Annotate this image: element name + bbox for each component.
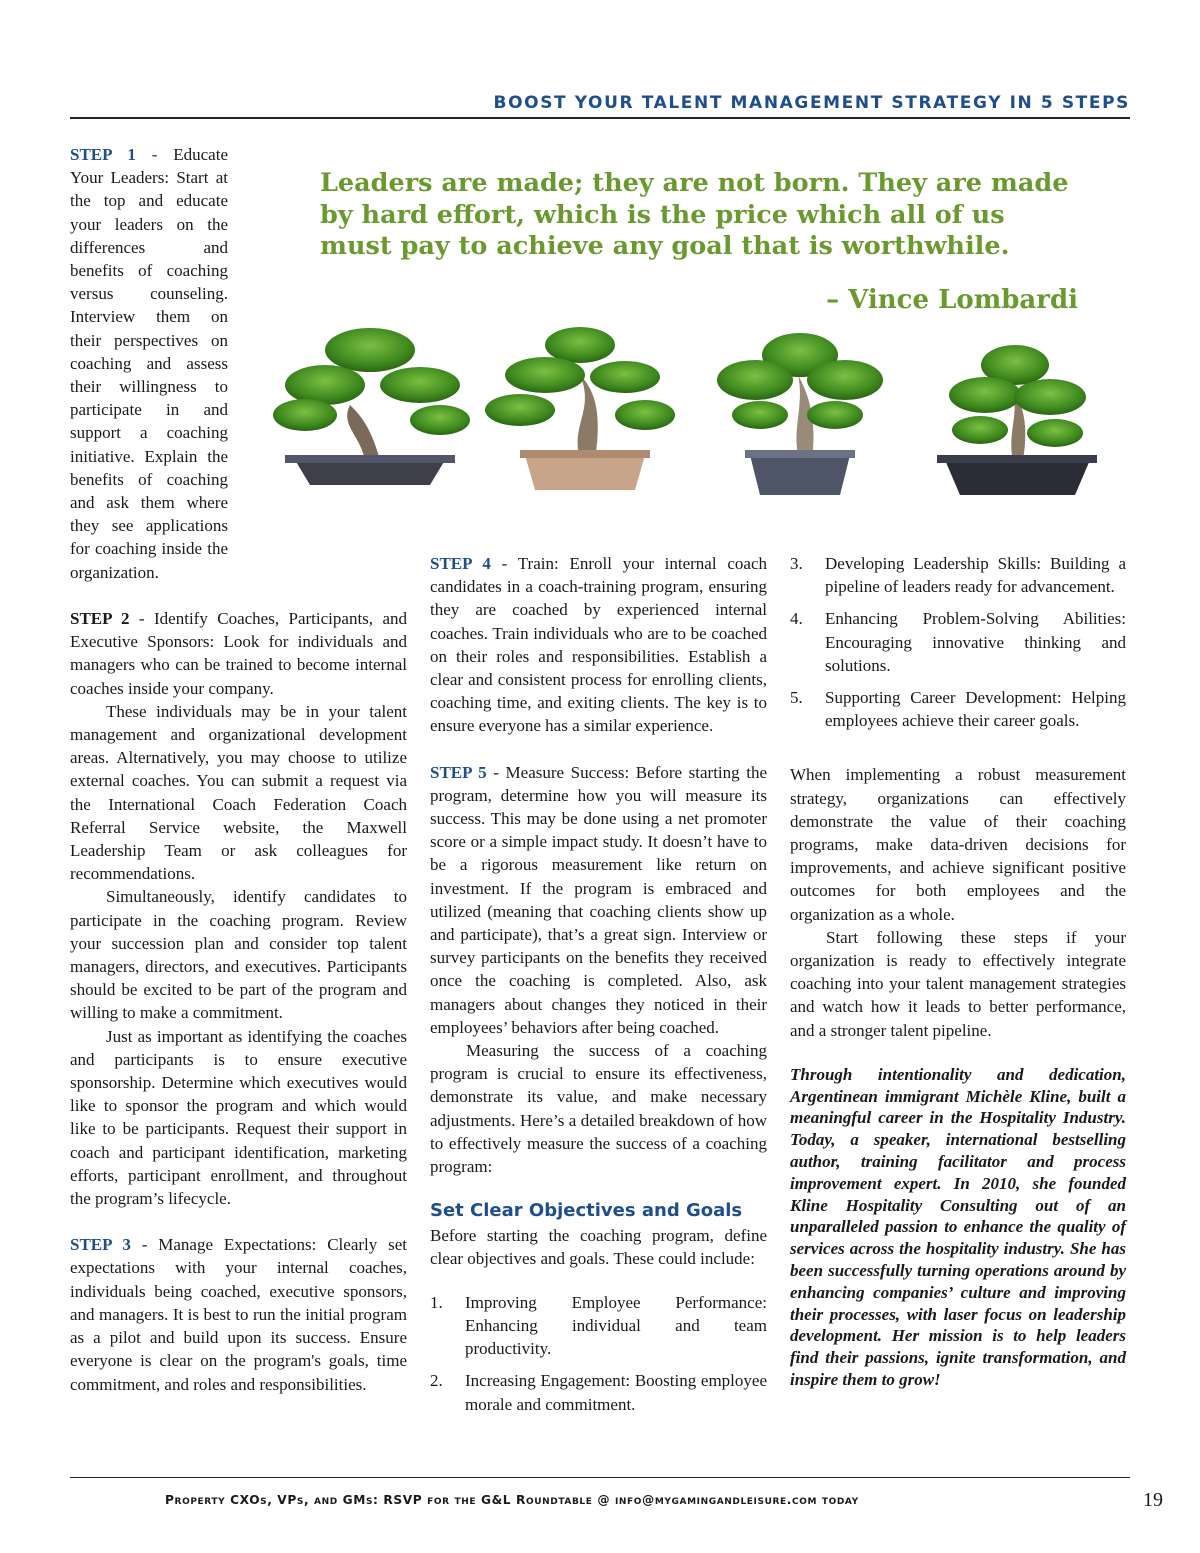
steps-4-5-section <box>430 552 767 1425</box>
step-4-label: STEP 4 <box>430 554 491 573</box>
bonsai-tree-2 <box>485 327 675 490</box>
step-2-label: STEP 2 <box>70 609 130 628</box>
objectives-intro: Before starting the coaching program, define clear objectives and goals. These could include: <box>430 1226 767 1269</box>
author-bio: Through intentionality and dedication, Argentinean immigrant Michèle Kline, built a meaningful career in the Hospitality Industry. Today, a speaker, international bestselling author, training facilitator and process improvement expert. In 2010, she founded Kline Hospitality Consulting out of an unparalleled passion to enhance the quality of services across the hospitality industry. She has been successfully turning operations around by enhancing companies’ culture and improving their processes, with laser focus on leadership development. Her mission is to help leaders find their passions, ignite transformation, and inspire them to grow! <box>790 1064 1126 1390</box>
step-1-section <box>70 143 228 584</box>
objectives-list-part-1 <box>430 1291 767 1416</box>
list-item: 2. Increasing Engagement: Boosting employee morale and commitment. <box>430 1371 767 1414</box>
closing-paragraph-1: When implementing a robust measurement strategy, organizations can effectively demonstrate the value of their coaching programs, make data-driven decisions for improvements, and achieve significant positive outcomes for both employees and the organization as a whole. <box>790 765 1126 924</box>
step-2-paragraph-3: Simultaneously, identify candidates to participate in the coaching program. Review your succession plan and consider top talent managers, directors, and executives. Participants should be excited to be part of the program and willing to make a commitment. <box>70 887 407 1023</box>
list-item: 1. Improving Employee Performance: Enhancing individual and team productivity. <box>430 1292 767 1359</box>
closing-paragraph-2: Start following these steps if your organization is ready to effectively integrate coaching into your talent management strategies and watch how it leads to better performance, and a stronger talent pipeline. <box>790 927 1126 1040</box>
list-item: 4. Enhancing Problem-Solving Abilities: Encouraging innovative thinking and solutions. <box>790 609 1126 675</box>
list-item: 3. Developing Leadership Skills: Building a pipeline of leaders ready for advancement. <box>790 554 1126 597</box>
step-4-text: - Train: Enroll your internal coach candidates in a coach-training program, ensuring they are coached by experienced internal coaches. Train individuals who are to be coached on their roles and responsibilities. Establish a clear and consistent process for enrolling clients, coaching time, and exiting clients. The key is to ensure everyone has a similar experience. <box>430 554 767 736</box>
step-5-paragraph-2: Measuring the success of a coaching program is crucial to ensure its effectiveness, demonstrate its value, and make necessary adjustments. Here’s a detailed breakdown of how to effectively measure the success of a coaching program: <box>430 1041 767 1177</box>
objectives-heading: Set Clear Objectives and Goals <box>430 1200 743 1222</box>
bonsai-tree-4 <box>937 345 1097 495</box>
page-number: 19 <box>1143 1489 1163 1511</box>
step-2-text: - Identify Coaches, Participants, and Executive Sponsors: Look for individuals and managers who can be trained to become internal coaches inside your company. <box>70 609 407 698</box>
list-item: 5. Supporting Career Development: Helping employees achieve their career goals. <box>790 688 1126 731</box>
step-1-text: Educate Your Leaders: Start at the top and educate your leaders on the differences and benefits of coaching versus counseling. Interview them on their perspectives on coaching and assess their willingness to participate in and support a coaching initiative. Explain the benefits of coaching and ask them where they see applications for coaching inside the organization. <box>70 145 228 582</box>
bonsai-tree-3 <box>717 333 883 495</box>
footer-divider <box>70 1477 1130 1478</box>
step-5-text: - Measure Success: Before starting the program, determine how you will measure its success. This may be done using a net promoter score or a simple impact study. It doesn’t have to be a rigorous measurement like return on investment. If the program is embraced and utilized (meaning that coaching clients show up and participate), that’s a great sign. Interview or survey participants on the benefits they received once the coaching is completed. Also, ask managers about changes they noticed in their employees’ behaviors after being coached. <box>430 762 767 1037</box>
step-2-paragraph-4: Just as important as identifying the coaches and participants is to ensure executive sponsorship. Determine which executives would like to sponsor the program and which would like to be participants. Request their support in coach and participant identification, marketing efforts, participant enrollment, and throughout the program’s lifecycle. <box>70 1026 407 1209</box>
step-3-label: STEP 3 <box>70 1235 131 1255</box>
bonsai-tree-1 <box>273 328 470 485</box>
footer-text: Property CXOs, VPs, and GMs: RSVP for the G&L Roundtable @ info@mygamingandleisure.com today <box>165 1493 859 1507</box>
bonsai-trees-image <box>270 315 1140 515</box>
step-5-label: STEP 5 <box>430 762 487 782</box>
quote-text: Leaders are made; they are not born. They are made by hard effort, which is the price which all of us must pay to achieve any goal that is worthwhile. <box>320 168 1069 261</box>
step-2-paragraph-2: These individuals may be in your talent management and organizational development areas. Alternatively, you may choose to utilize external coaches. You can submit a request via the International Coach Federation Coach Referral Service website, the Maxwell Leadership Team or ask colleagues for recommendations. <box>70 701 407 884</box>
header-divider <box>70 117 1130 119</box>
right-column <box>790 552 1126 1391</box>
objectives-list-part-2 <box>790 552 1126 732</box>
steps-2-3-section <box>70 607 407 1396</box>
header-title: BOOST YOUR TALENT MANAGEMENT STRATEGY IN 5 STEPS <box>493 93 1130 113</box>
step-1-label: STEP 1 - <box>70 145 158 164</box>
quote-author: – Vince Lombardi <box>826 285 1078 315</box>
step-3-text: - Manage Expectations: Clearly set expectations with your internal coaches, individuals being coached, executive sponsors, and managers. It is best to run the initial program as a pilot and build upon its success. Ensure everyone is clear on the program's goals, time commitment, and roles and responsibilities. <box>70 1235 407 1394</box>
